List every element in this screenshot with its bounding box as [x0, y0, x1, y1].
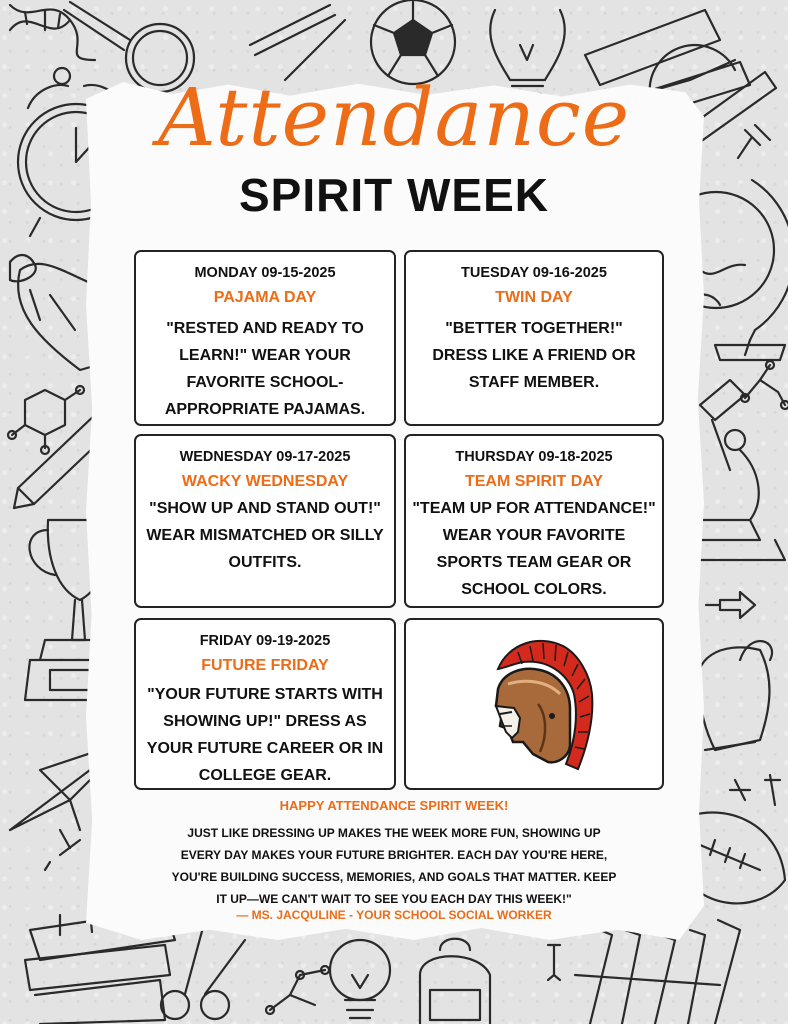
pushpin-icon: [548, 945, 560, 980]
day-date: TUESDAY 09-16-2025: [461, 265, 607, 281]
backpack-icon: [420, 939, 490, 1024]
day-theme: WACKY WEDNESDAY: [181, 473, 349, 490]
day-description: "RESTED AND READY TO LEARN!" WEAR YOUR FAVORITE SCHOOL-APPROPRIATE PAJAMAS.: [164, 320, 366, 418]
pushpin-icon: [45, 830, 80, 870]
footer-signature: — MS. JACQULINE - YOUR SCHOOL SOCIAL WORKER: [236, 908, 552, 922]
footer-message: JUST LIKE DRESSING UP MAKES THE WEEK MORE FUN, SHOWING UP EVERY DAY MAKES YOUR FUTURE BRIGHTER. EACH DAY YOU'RE HERE, YOU'RE BUILDING SUCCESS, MEMORIES, AND GOALS THAT MATTER. KEEP IT UP—WE CAN'T WAIT TO SEE YOU EACH DAY THIS WEEK!": [171, 826, 617, 906]
day-theme: TEAM SPIRIT DAY: [464, 473, 604, 490]
day-description: "TEAM UP FOR ATTENDANCE!" WEAR YOUR FAVORITE SPORTS TEAM GEAR OR SCHOOL COLORS.: [412, 500, 656, 598]
bell-icon: [698, 641, 772, 750]
pushpin-icon: [706, 592, 755, 618]
day-description: "SHOW UP AND STAND OUT!" WEAR MISMATCHED OR SILLY OUTFITS.: [146, 500, 384, 571]
day-date: FRIDAY 09-19-2025: [199, 633, 331, 649]
molecule-icon: [8, 386, 84, 454]
day-card-friday: [134, 618, 396, 790]
spartan-helmet-icon: [478, 634, 598, 774]
mascot-card: [404, 618, 664, 790]
molecule-icon: [266, 966, 329, 1014]
page-title-script: Attendance: [157, 71, 631, 164]
day-date: WEDNESDAY 09-17-2025: [179, 449, 351, 465]
molecule-icon: [741, 361, 788, 409]
day-card-thursday: [404, 434, 664, 608]
dna-icon: [10, 5, 95, 60]
day-theme: FUTURE FRIDAY: [201, 657, 329, 674]
day-theme: PAJAMA DAY: [213, 289, 317, 306]
day-theme: TWIN DAY: [495, 289, 573, 306]
footer-title: HAPPY ATTENDANCE SPIRIT WEEK!: [279, 798, 509, 813]
pushpin-icon: [730, 775, 780, 805]
pen-icon: [250, 5, 345, 80]
day-card-monday: [134, 250, 396, 426]
page-subtitle: SPIRIT WEEK: [238, 169, 550, 221]
day-date: MONDAY 09-15-2025: [194, 265, 336, 281]
day-date: THURSDAY 09-18-2025: [455, 449, 613, 465]
day-card-tuesday: [404, 250, 664, 426]
light-bulb-icon: [330, 940, 390, 1018]
day-card-wednesday: [134, 434, 396, 608]
day-description: "BETTER TOGETHER!" DRESS LIKE A FRIEND OR STAFF MEMBER.: [432, 320, 636, 391]
day-description: "YOUR FUTURE STARTS WITH SHOWING UP!" DRESS AS YOUR FUTURE CAREER OR IN COLLEGE GEAR.: [146, 686, 384, 784]
